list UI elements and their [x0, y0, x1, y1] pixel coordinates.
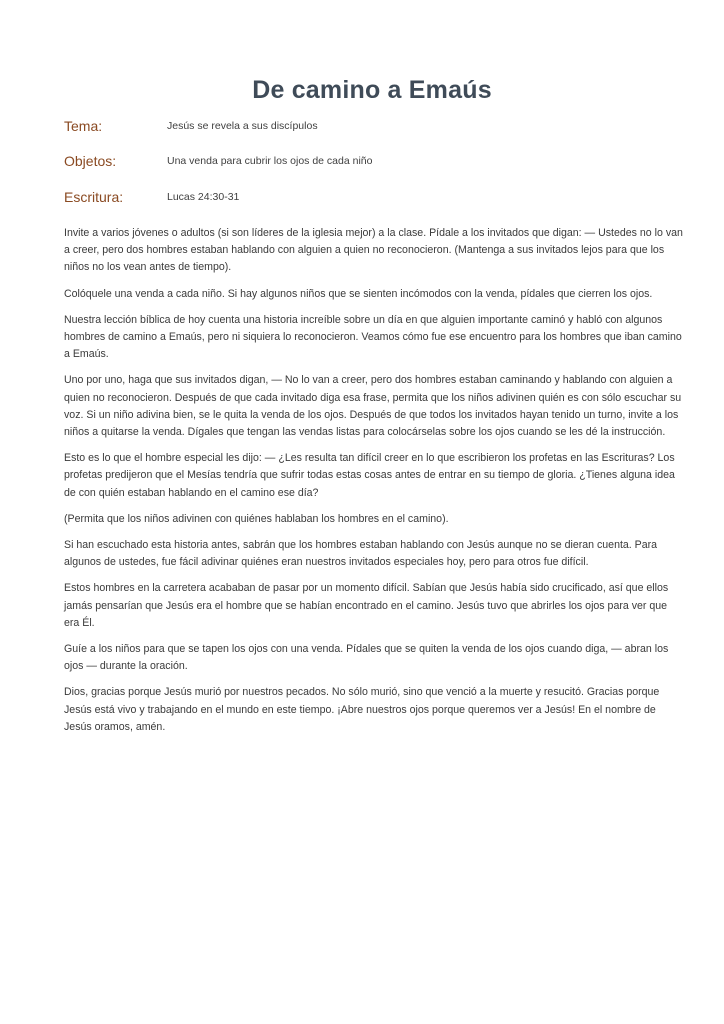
meta-row-objetos	[64, 153, 664, 173]
meta-row-tema	[64, 118, 664, 138]
paragraph: Uno por uno, haga que sus invitados digan, — No lo van a creer, pero dos hombres estaban caminando y hablando con alguien a quien no reconocieron. Después de que cada invitado diga esa frase, permita que los niños adivinen quién es con sólo escuchar su voz. Si un niño adivina bien, se le quita la venda de los ojos. Después de que todos los invitados hayan tenido un turno, invite a los niños a quitarse la venda. Dígales que tengan las vendas listas para colocárselas sobre los ojos cuando se les dé la instrucción.	[64, 374, 682, 439]
page-title: De camino a Emaús	[252, 76, 492, 104]
meta-value: Jesús se revela a sus discípulos	[167, 120, 318, 132]
paragraph: Colóquele una venda a cada niño. Si hay algunos niños que se sienten incómodos con la venda, pídales que cierren los ojos.	[64, 287, 653, 300]
paragraph: (Permita que los niños adivinen con quiénes hablaban los hombres en el camino).	[64, 512, 449, 525]
meta-row-escritura	[64, 189, 664, 209]
meta-value: Una venda para cubrir los ojos de cada niño	[167, 155, 373, 167]
meta-label: Tema:	[64, 118, 103, 134]
meta-label: Escritura:	[64, 189, 124, 205]
paragraph: Si han escuchado esta historia antes, sabrán que los hombres estaban hablando con Jesús aunque no se dieran cuenta. Para algunos de ustedes, fue fácil adivinar quiénes eran nuestros invitados especiales hoy, pero para otros fue difícil.	[64, 539, 658, 569]
paragraph: Invite a varios jóvenes o adultos (si son líderes de la iglesia mejor) a la clase. Pídale a los invitados que digan: — Ustedes no lo van a creer, pero dos hombres estaban hablando con alguien a quien no reconocieron. (Mantenga a sus invitados lejos para que los niños no los vean antes de tiempo).	[64, 227, 683, 274]
body-text	[64, 225, 684, 745]
paragraph: Guíe a los niños para que se tapen los ojos con una venda. Pídales que se quiten la venda de los ojos cuando diga, — abran los ojos — durante la oración.	[64, 643, 669, 673]
paragraph: Esto es lo que el hombre especial les dijo: — ¿Les resulta tan difícil creer en lo que escribieron los profetas en las Escrituras? Los profetas predijeron que el Mesías tendría que sufrir todas estas cosas antes de entrar en su tiempo de gloria. ¿Tienes alguna idea de con quién estaban hablando en el camino ese día?	[64, 452, 675, 499]
meta-value: Lucas 24:30-31	[167, 191, 240, 203]
paragraph: Nuestra lección bíblica de hoy cuenta una historia increíble sobre un día en que alguien importante caminó y habló con algunos hombres de camino a Emaús, pero ni siquiera lo reconocieron. Veamos cómo fue ese encuentro para los hombres que iban camino a Emaús.	[64, 313, 682, 361]
meta-label: Objetos:	[64, 153, 117, 169]
paragraph: Estos hombres en la carretera acababan de pasar por un momento difícil. Sabían que Jesús había sido crucificado, así que ellos jamás pensarían que Jesús era el hombre que se habían encontrado en el camino. Jesús tuvo que abrirles los ojos para ver que era Él.	[64, 582, 669, 629]
paragraph: Dios, gracias porque Jesús murió por nuestros pecados. No sólo murió, sino que venció a la muerte y resucitó. Gracias porque Jesús está vivo y trabajando en el mundo en este tiempo. ¡Abre nuestros ojos porque queremos ver a Jesús! En el nombre de Jesús oramos, amén.	[64, 686, 660, 733]
